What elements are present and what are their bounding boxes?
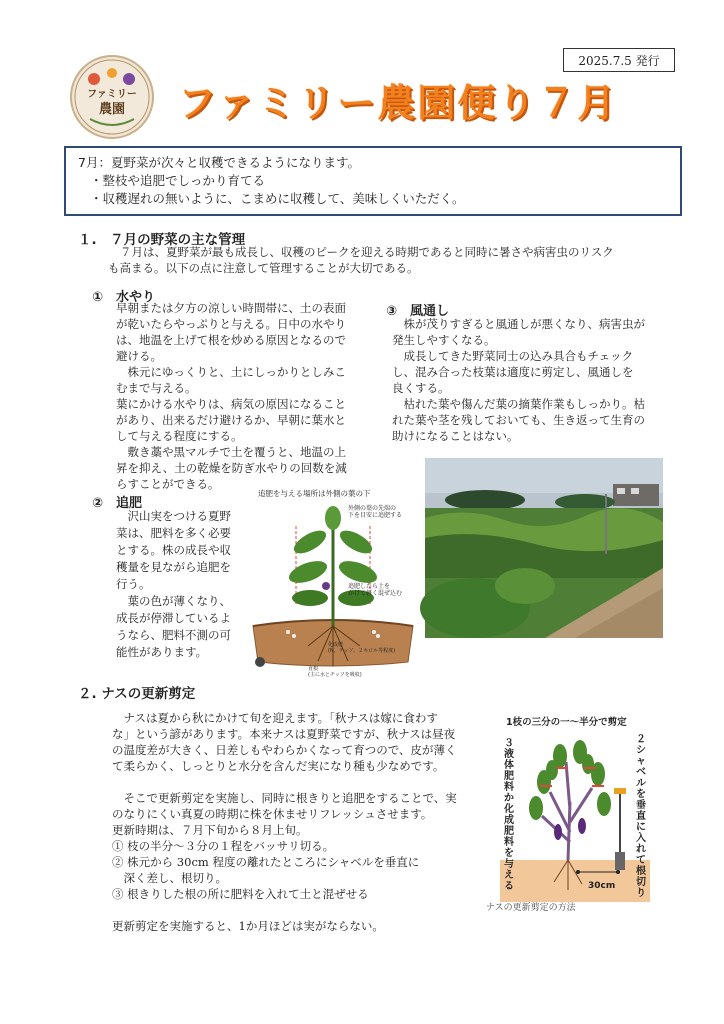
pruning-label-right: ２シャベルを垂直に入れて根切り	[636, 734, 646, 899]
vegetable-logo-icon	[72, 57, 152, 137]
issue-date: 2025.7.5 発行	[563, 48, 675, 72]
logo-text-top: ファミリー	[87, 89, 137, 100]
diagram-label-root: 直根(主に水とチッソを吸収)	[308, 666, 362, 678]
section1-intro: ７月は、夏野菜が最も成長し、収穫のピークを迎える時期であると同時に暑さや病害虫のリスク も高まる。以下の点に注意して管理することが大切である。	[108, 245, 614, 275]
section1-heading: １. ７月の野菜の主な管理	[78, 232, 246, 248]
watering-text: 早朝または夕方の涼しい時間帯に、土の表面 が乾いたらやっぷりと与える。日中の水やり は、地温を上げて根を炒める原因となるので 避ける。 株元にゆっくりと、土にしっかりとしみこ むまで与える。 葉にかける水やりは、病気の原因になること があり、出来るだけ避けるか、早朝に葉水と して与える程度にする。 敷き藁や黒マルチで土を覆うと、地温の上 昇を抑え、土の乾燥を防ぎ水やりの回数を減 らすことができる。	[116, 301, 347, 491]
watering-heading: ① 水やり	[92, 290, 156, 305]
logo-text-main: 農園	[98, 102, 126, 117]
diagram-label-leaf: 外側の葉の先端の下を目安に追肥する	[348, 505, 403, 520]
page-title: ファミリー農園便り７月	[178, 81, 618, 125]
diagram-label-top: 追肥を与える場所は外側の葉の下	[258, 489, 371, 498]
garden-photo	[425, 458, 663, 638]
fertilizing-diagram	[248, 486, 418, 678]
fertilizing-text: 沢山実をつける夏野 菜は、肥料を多く必要 とする。株の成長や収 穫量を見ながら追肥を 行う。 葉の色が薄くなり、 成長が停滞しているよ うなら、肥料不測の可 能性があります。	[116, 509, 231, 659]
section2-heading: ２. ナスの更新剪定	[78, 686, 196, 702]
logo	[70, 55, 154, 139]
summary-line: ・整枝や追肥でしっかり育てる	[90, 173, 266, 188]
ventilation-heading: ③ 風通し	[386, 304, 450, 319]
pruning-label-left: ３液体肥料か化成肥料を与える	[504, 738, 514, 892]
section2-text: ナスは夏から秋にかけて旬を迎えます。「秋ナスは嫁に食わす な」という諺があります。本来ナスは夏野菜ですが、秋ナスは昼夜 の温度差が大きく、日差しもやわらかくなって育つので、皮が薄く て柔らかく、しっとりと水分を含んだ実になり種も少なめです。 そこで更新剪定を実施し、同時に根きりと追肥をすることで、実 のなりにくい真夏の時期に株を休ませリフレッシュさせます。 更新時期は、７月下旬から８月上旬。 ① 枝の半分～３分の１程をバッサリ切る。 ② 株元から 30cm 程度の離れたところにシャベルを垂直に 深く差し、根切り。 ③ 根きりした根の所に肥料を入れて土と混ぜせる 更新剪定を実施すると、1か月ほどは実がならない。	[112, 711, 457, 933]
summary-line: 7月：夏野菜が次々と収穫できるようになります。	[78, 155, 360, 170]
pruning-caption: ナスの更新剪定の方法	[486, 903, 576, 913]
diagram-label-mix: 追肥したら土をかけて軽く混ぜ込む	[348, 583, 403, 598]
summary-line: ・収穫遅れの無いように、こまめに収穫して、美味しくいただく。	[90, 191, 465, 206]
pruning-diagram	[486, 712, 656, 913]
pruning-label-top: 1枝の三分の一～半分で剪定	[506, 717, 627, 728]
ventilation-text: 株が茂りすぎると風通しが悪くなり、病害虫が 発生しやすくなる。 成長してきた野菜同士の込み具合もチェック し、混み合った枝葉は適度に剪定し、風通しを 良くする。 枯れた葉や傷んだ葉の摘葉作業もしっかり。枯 れた葉や茎を残しておいても、生き返って生育の 助けになることはない。	[392, 317, 645, 443]
pruning-label-dist: 30cm	[588, 881, 616, 891]
summary-box	[64, 146, 682, 216]
fertilizing-heading: ② 追肥	[92, 496, 143, 511]
diagram-label-fert: 化成肥(N、チッソ、２キロル等程度)	[328, 642, 396, 654]
